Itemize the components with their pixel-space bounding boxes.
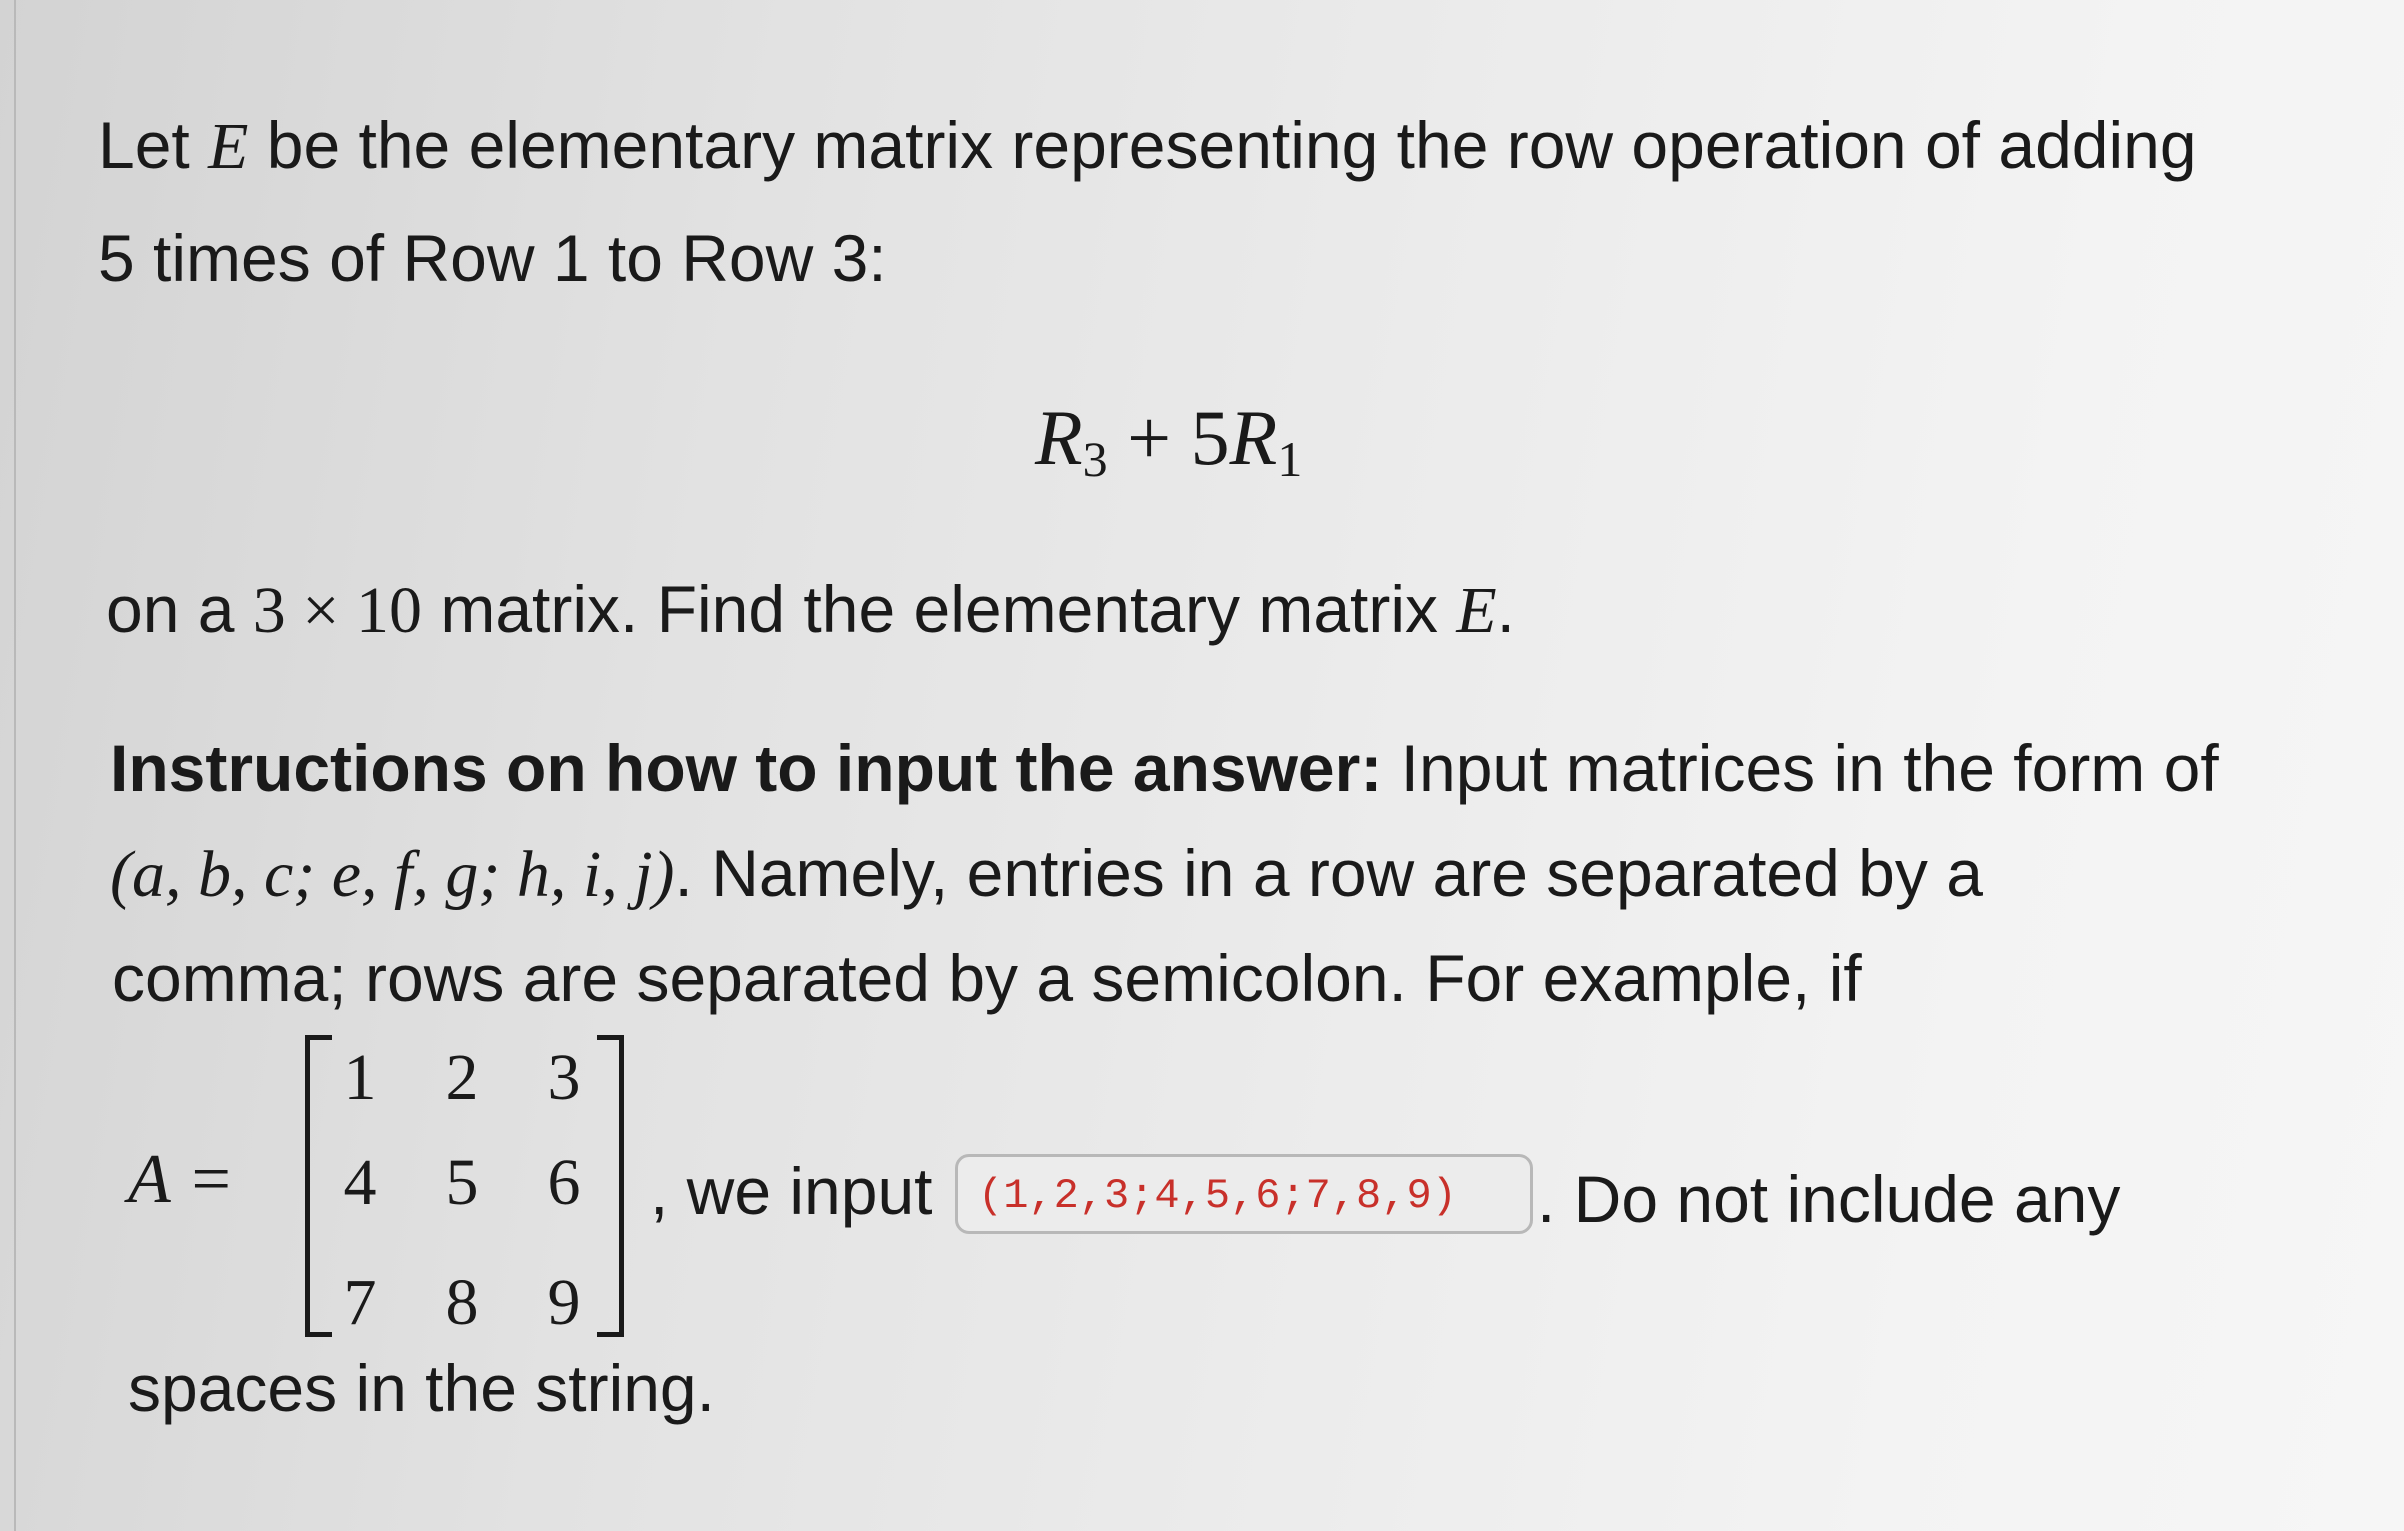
- plus-five: + 5: [1107, 394, 1230, 481]
- matrix-cell: 7: [343, 1266, 377, 1339]
- problem-line-1-start: Let: [98, 108, 209, 182]
- input-form-math: (a, b, c; e, f, g; h, i, j): [110, 838, 675, 911]
- row-symbol: R: [1035, 394, 1083, 481]
- matrix-lhs: [128, 1140, 234, 1220]
- matrix-left-bracket: [305, 1035, 332, 1337]
- example-code: (1,2,3;4,5,6;7,8,9): [978, 1172, 1457, 1220]
- row-symbol-2: R: [1229, 394, 1278, 481]
- matrix-cell: 5: [445, 1146, 479, 1219]
- matrix-cell: 1: [343, 1041, 377, 1114]
- row-index-1: 1: [1277, 431, 1303, 487]
- problem-line-2: 5 times of Row 1 to Row 3:: [98, 221, 887, 295]
- matrix-symbol-e: E: [208, 110, 249, 183]
- after-matrix-text: , we input: [650, 1154, 933, 1228]
- page-left-border: [14, 0, 16, 1531]
- instructions-line-1-rest: Input matrices in the form of: [1382, 731, 2219, 805]
- matrix-cell: 2: [445, 1041, 479, 1114]
- matrix-cell: 9: [547, 1266, 581, 1339]
- matrix-cell: 3: [547, 1041, 581, 1114]
- matrix-symbol-e-2: E: [1456, 574, 1497, 647]
- instructions-line-2-rest: . Namely, entries in a row are separated by a: [674, 836, 1983, 910]
- problem-line-1-rest: be the elementary matrix representing the row operation of adding: [248, 108, 2197, 182]
- row-index-3: 3: [1082, 431, 1108, 487]
- problem-line-3: [106, 572, 1516, 647]
- problem-line-3-end: .: [1496, 572, 1516, 646]
- instructions-line-1: [110, 731, 2219, 805]
- matrix-cell: 8: [445, 1266, 479, 1339]
- instructions-line-3: comma; rows are separated by a semicolon. For example, if: [112, 941, 1862, 1015]
- instructions-last-line: spaces in the string.: [128, 1351, 715, 1425]
- matrix-cell: 4: [343, 1146, 377, 1219]
- after-code-text: . Do not include any: [1537, 1162, 2121, 1236]
- matrix-right-bracket: [597, 1035, 624, 1337]
- instructions-heading: Instructions on how to input the answer:: [110, 731, 1383, 805]
- matrix-cell: 6: [547, 1146, 581, 1219]
- problem-line-3-mid: matrix. Find the elementary matrix: [422, 572, 1457, 646]
- matrix-lhs-text: A =: [128, 1141, 235, 1218]
- problem-line-1: [98, 108, 2197, 183]
- matrix-dimensions: 3 × 10: [252, 574, 423, 647]
- instructions-line-2: [110, 836, 1983, 911]
- problem-line-3-start: on a: [106, 572, 253, 646]
- row-operation-formula: [1035, 394, 1303, 487]
